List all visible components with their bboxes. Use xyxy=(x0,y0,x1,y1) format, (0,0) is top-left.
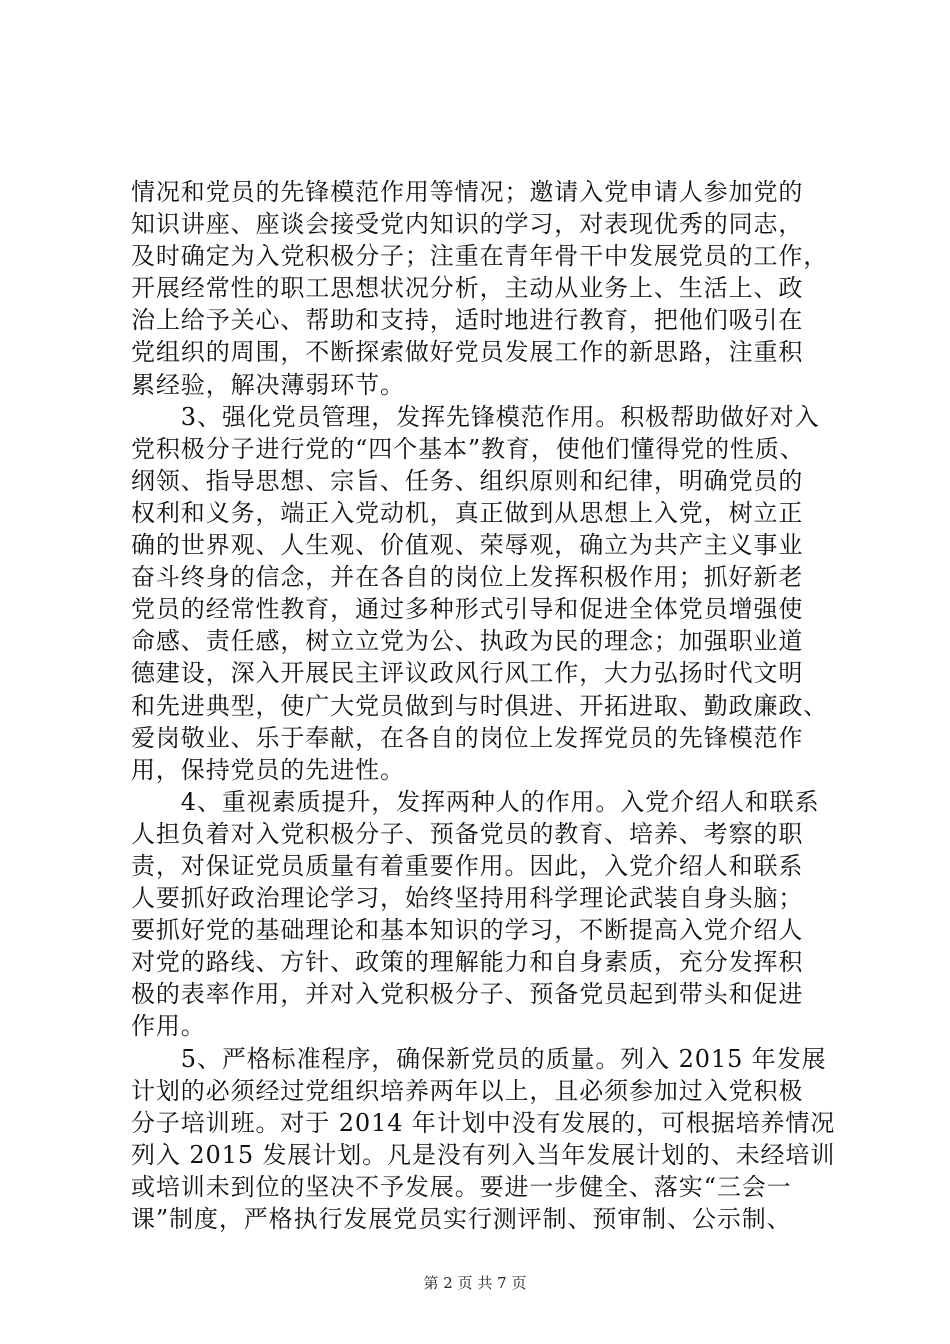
text-line: 党员的经常性教育，通过多种形式引导和促进全体党员增强使 xyxy=(131,595,804,624)
text-line: 3、强化党员管理，发挥先锋模范作用。积极帮助做好对入 xyxy=(131,402,820,431)
text-line: 对党的路线、方针、政策的理解能力和自身素质，充分发挥积 xyxy=(131,948,804,977)
text-line: 德建设，深入开展民主评议政风行风工作，大力弘扬时代文明 xyxy=(131,659,804,688)
text-line: 或培训未到位的坚决不予发展。要进一步健全、落实“三会一 xyxy=(131,1172,792,1201)
body-text xyxy=(131,176,836,1235)
text-line: 计划的必须经过党组织培养两年以上，且必须参加过入党积极 xyxy=(131,1076,804,1105)
text-line: 治上给予关心、帮助和支持，适时地进行教育，把他们吸引在 xyxy=(131,306,804,335)
text-line: 开展经常性的职工思想状况分析，主动从业务上、生活上、政 xyxy=(131,274,804,303)
text-line: 5、严格标准程序，确保新党员的质量。列入 2015 年发展 xyxy=(131,1044,827,1073)
text-line: 命感、责任感，树立立党为公、执政为民的理念；加强职业道 xyxy=(131,627,804,656)
text-line: 4、重视素质提升，发挥两种人的作用。入党介绍人和联系 xyxy=(131,787,820,816)
text-line: 权利和义务，端正入党动机，真正做到从思想上入党，树立正 xyxy=(131,498,804,527)
text-line: 确的世界观、人生观、价值观、荣辱观，确立为共产主义事业 xyxy=(131,531,804,560)
text-line: 极的表率作用，并对入党积极分子、预备党员起到带头和促进 xyxy=(131,980,804,1009)
text-line: 情况和党员的先锋模范作用等情况；邀请入党申请人参加党的 xyxy=(131,178,804,206)
text-line: 用，保持党员的先进性。 xyxy=(131,755,405,784)
text-line: 列入 2015 发展计划。凡是没有列入当年发展计划的、未经培训 xyxy=(131,1140,836,1169)
text-line: 人担负着对入党积极分子、预备党员的教育、培养、考察的职 xyxy=(131,819,804,848)
text-line: 分子培训班。对于 2014 年计划中没有发展的，可根据培养情况 xyxy=(131,1108,836,1137)
text-line: 累经验，解决薄弱环节。 xyxy=(131,370,405,399)
text-line: 及时确定为入党积极分子；注重在青年骨干中发展党员的工作， xyxy=(131,242,829,271)
text-line: 课”制度，严格执行发展党员实行测评制、预审制、公示制、 xyxy=(131,1205,792,1233)
text-line: 纲领、指导思想、宗旨、任务、组织原则和纪律，明确党员的 xyxy=(131,466,804,495)
text-line: 党积极分子进行党的“四个基本”教育，使他们懂得党的性质、 xyxy=(131,434,805,463)
text-line: 和先进典型，使广大党员做到与时俱进、开拓进取、勤政廉政、 xyxy=(131,691,829,720)
text-line: 人要抓好政治理论学习，始终坚持用科学理论武装自身头脑； xyxy=(131,884,804,913)
page-footer: 第 2 页 共 7 页 xyxy=(423,1274,527,1292)
text-line: 知识讲座、座谈会接受党内知识的学习，对表现优秀的同志， xyxy=(131,210,804,239)
text-line: 作用。 xyxy=(131,1012,206,1041)
text-line: 要抓好党的基础理论和基本知识的学习，不断提高入党介绍人 xyxy=(131,916,804,945)
text-line: 爱岗敬业、乐于奉献，在各自的岗位上发挥党员的先锋模范作 xyxy=(131,723,804,752)
text-line: 责，对保证党员质量有着重要作用。因此，入党介绍人和联系 xyxy=(131,851,804,880)
text-line: 党组织的周围，不断探索做好党员发展工作的新思路，注重积 xyxy=(131,338,804,367)
text-line: 奋斗终身的信念，并在各自的岗位上发挥积极作用；抓好新老 xyxy=(131,563,804,592)
